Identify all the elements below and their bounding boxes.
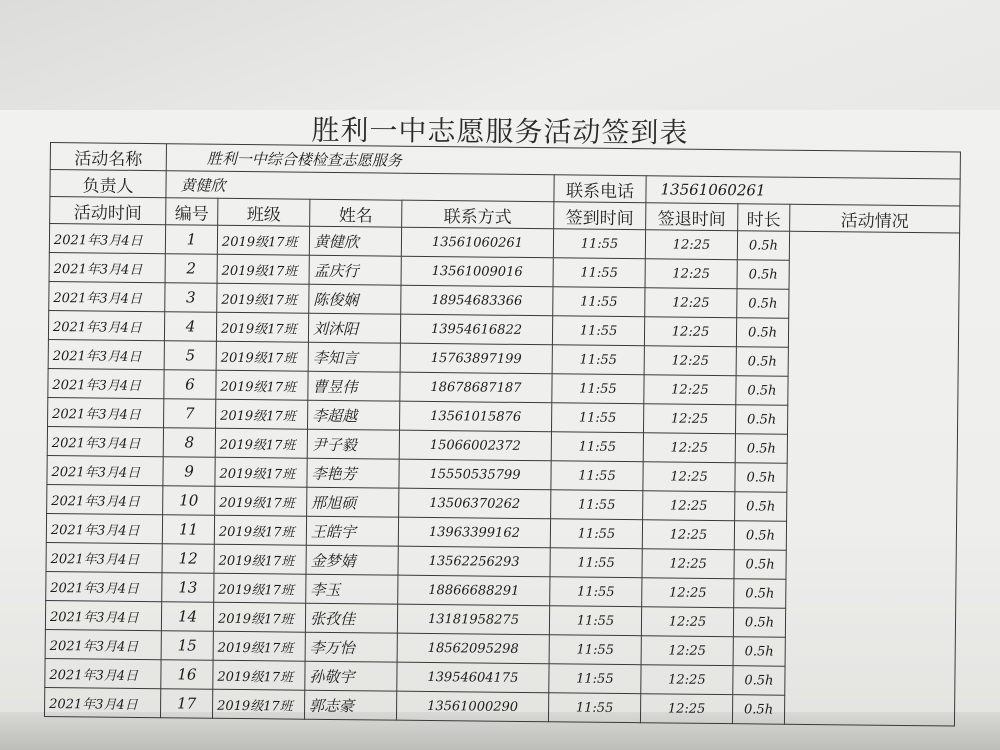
- cell-sign-in-time: 11:55: [549, 635, 641, 665]
- cell-phone: 13561009016: [401, 256, 553, 287]
- cell-phone: 18954683366: [401, 285, 553, 316]
- cell-date: 2021年3月4日: [49, 281, 165, 311]
- phone-label: 联系电话: [554, 175, 646, 203]
- cell-number: 9: [163, 457, 215, 487]
- cell-date: 2021年3月4日: [44, 687, 160, 717]
- cell-number: 1: [165, 225, 217, 255]
- cell-name: 李艳芳: [307, 458, 399, 488]
- cell-duration: 0.5h: [736, 376, 788, 406]
- cell-name: 李知言: [308, 342, 400, 372]
- cell-sign-out-time: 12:25: [641, 665, 733, 695]
- cell-date: 2021年3月4日: [48, 310, 164, 340]
- cell-sign-out-time: 12:25: [645, 259, 737, 289]
- phone-value: 13561060261: [646, 176, 960, 206]
- cell-class: 2019级17班: [213, 631, 305, 661]
- cell-date: 2021年3月4日: [45, 600, 161, 630]
- cell-number: 12: [162, 544, 214, 574]
- cell-phone: 15763897199: [400, 343, 552, 374]
- cell-duration: 0.5h: [737, 231, 789, 261]
- cell-duration: 0.5h: [737, 289, 789, 319]
- cell-name: 尹子毅: [307, 429, 399, 459]
- col-header-contact: 联系方式: [402, 200, 554, 229]
- cell-sign-in-time: 11:55: [553, 258, 645, 288]
- cell-phone: 18678687187: [400, 372, 552, 403]
- cell-sign-out-time: 12:25: [643, 404, 735, 434]
- cell-duration: 0.5h: [735, 434, 787, 464]
- cell-name: 孟庆行: [309, 255, 401, 285]
- cell-sign-in-time: 11:55: [548, 693, 640, 723]
- cell-sign-out-time: 12:25: [640, 694, 732, 724]
- cell-phone: 18866688291: [398, 575, 550, 606]
- cell-name: 邢旭硕: [307, 487, 399, 517]
- cell-phone: 15066002372: [399, 430, 551, 461]
- cell-number: 15: [161, 631, 213, 661]
- cell-phone: 13963399162: [398, 517, 550, 548]
- cell-phone: 13181958275: [397, 604, 549, 635]
- cell-duration: 0.5h: [737, 260, 789, 290]
- cell-sign-out-time: 12:25: [645, 288, 737, 318]
- cell-number: 5: [164, 341, 216, 371]
- cell-sign-in-time: 11:55: [550, 548, 642, 578]
- cell-phone: 13561015876: [400, 401, 552, 432]
- cell-date: 2021年3月4日: [45, 629, 161, 659]
- col-header-sign-out-time: 签退时间: [646, 203, 738, 231]
- col-header-duration: 时长: [738, 204, 790, 232]
- cell-date: 2021年3月4日: [46, 571, 162, 601]
- cell-sign-out-time: 12:25: [645, 230, 737, 260]
- cell-number: 17: [160, 689, 212, 719]
- cell-class: 2019级17班: [216, 341, 308, 371]
- cell-sign-in-time: 11:55: [551, 403, 643, 433]
- cell-number: 10: [163, 486, 215, 516]
- cell-duration: 0.5h: [733, 666, 785, 696]
- paper-top-shade: [0, 0, 1000, 110]
- activity-name-label: 活动名称: [50, 143, 166, 171]
- cell-phone: 13561060261: [401, 227, 553, 258]
- cell-date: 2021年3月4日: [49, 252, 165, 282]
- cell-class: 2019级17班: [216, 312, 308, 342]
- cell-sign-out-time: 12:25: [641, 607, 733, 637]
- cell-class: 2019级17班: [214, 573, 306, 603]
- cell-duration: 0.5h: [735, 492, 787, 522]
- cell-date: 2021年3月4日: [49, 224, 165, 254]
- cell-sign-in-time: 11:55: [550, 519, 642, 549]
- activity-name-value: 胜利一中综合楼检查志愿服务: [166, 144, 960, 179]
- cell-sign-in-time: 11:55: [551, 432, 643, 462]
- cell-class: 2019级17班: [214, 515, 306, 545]
- cell-duration: 0.5h: [734, 521, 786, 551]
- cell-phone: 18562095298: [397, 633, 549, 664]
- cell-phone: 13954604175: [397, 662, 549, 693]
- cell-name: 金梦婧: [306, 545, 398, 575]
- cell-number: 16: [161, 660, 213, 690]
- cell-phone: 13506370262: [399, 488, 551, 519]
- cell-number: 7: [164, 399, 216, 429]
- cell-sign-out-time: 12:25: [644, 375, 736, 405]
- cell-phone: 13954616822: [400, 314, 552, 345]
- cell-name: 黄健欣: [309, 226, 401, 256]
- cell-duration: 0.5h: [735, 405, 787, 435]
- cell-number: 2: [165, 254, 217, 284]
- cell-class: 2019级17班: [217, 225, 309, 255]
- cell-sign-in-time: 11:55: [553, 229, 645, 259]
- cell-class: 2019级17班: [217, 254, 309, 284]
- cell-phone: 13561000290: [396, 691, 548, 722]
- cell-name: 刘沐阳: [308, 313, 400, 343]
- col-header-class: 班级: [218, 198, 310, 226]
- cell-sign-out-time: 12:25: [643, 433, 735, 463]
- cell-phone: 15550535799: [399, 459, 551, 490]
- cell-sign-in-time: 11:55: [550, 577, 642, 607]
- cell-date: 2021年3月4日: [46, 513, 162, 543]
- cell-class: 2019级17班: [213, 602, 305, 632]
- cell-name: 曹昱伟: [308, 371, 400, 401]
- cell-number: 4: [164, 312, 216, 342]
- cell-sign-out-time: 12:25: [642, 520, 734, 550]
- cell-sign-in-time: 11:55: [552, 374, 644, 404]
- leader-label: 负责人: [50, 170, 166, 198]
- cell-sign-in-time: 11:55: [549, 606, 641, 636]
- cell-name: 张孜佳: [305, 603, 397, 633]
- cell-class: 2019级17班: [215, 457, 307, 487]
- cell-sign-in-time: 11:55: [549, 664, 641, 694]
- cell-sign-out-time: 12:25: [642, 549, 734, 579]
- cell-number: 14: [161, 602, 213, 632]
- cell-class: 2019级17班: [215, 486, 307, 516]
- cell-duration: 0.5h: [735, 463, 787, 493]
- cell-sign-out-time: 12:25: [644, 346, 736, 376]
- activity-status-cell: [784, 231, 959, 726]
- cell-name: 郭志豪: [304, 690, 396, 720]
- cell-number: 3: [165, 283, 217, 313]
- sign-in-table: [44, 142, 961, 727]
- cell-class: 2019级17班: [215, 428, 307, 458]
- cell-duration: 0.5h: [733, 608, 785, 638]
- cell-sign-out-time: 12:25: [642, 578, 734, 608]
- cell-name: 李超越: [308, 400, 400, 430]
- cell-date: 2021年3月4日: [47, 426, 163, 456]
- cell-name: 孙敬宇: [305, 661, 397, 691]
- cell-number: 6: [164, 370, 216, 400]
- cell-number: 8: [163, 428, 215, 458]
- col-header-number: 编号: [166, 198, 218, 226]
- cell-date: 2021年3月4日: [46, 542, 162, 572]
- cell-number: 11: [162, 515, 214, 545]
- cell-name: 李万怡: [305, 632, 397, 662]
- cell-date: 2021年3月4日: [48, 339, 164, 369]
- cell-sign-in-time: 11:55: [551, 461, 643, 491]
- cell-duration: 0.5h: [732, 695, 784, 725]
- sign-in-sheet: [44, 142, 961, 727]
- leader-value: 黄健欣: [166, 171, 554, 202]
- cell-class: 2019级17班: [214, 544, 306, 574]
- cell-class: 2019级17班: [212, 689, 304, 719]
- cell-class: 2019级17班: [217, 283, 309, 313]
- cell-name: 李玉: [306, 574, 398, 604]
- cell-date: 2021年3月4日: [47, 484, 163, 514]
- cell-sign-in-time: 11:55: [553, 287, 645, 317]
- cell-number: 13: [162, 573, 214, 603]
- cell-sign-in-time: 11:55: [552, 316, 644, 346]
- col-header-name: 姓名: [310, 199, 402, 227]
- cell-date: 2021年3月4日: [48, 368, 164, 398]
- col-header-sign-in-time: 签到时间: [554, 202, 646, 230]
- cell-duration: 0.5h: [736, 347, 788, 377]
- cell-sign-out-time: 12:25: [643, 462, 735, 492]
- col-header-date: 活动时间: [50, 197, 166, 225]
- cell-sign-out-time: 12:25: [644, 317, 736, 347]
- cell-class: 2019级17班: [216, 370, 308, 400]
- cell-class: 2019级17班: [216, 399, 308, 429]
- cell-duration: 0.5h: [733, 637, 785, 667]
- cell-name: 陈俊娴: [309, 284, 401, 314]
- cell-duration: 0.5h: [734, 579, 786, 609]
- cell-phone: 13562256293: [398, 546, 550, 577]
- form-title: 胜利一中志愿服务活动签到表: [311, 113, 689, 150]
- col-header-activity-status: 活动情况: [790, 204, 960, 233]
- cell-duration: 0.5h: [734, 550, 786, 580]
- cell-date: 2021年3月4日: [45, 658, 161, 688]
- cell-class: 2019级17班: [213, 660, 305, 690]
- cell-sign-out-time: 12:25: [641, 636, 733, 666]
- cell-duration: 0.5h: [736, 318, 788, 348]
- cell-sign-in-time: 11:55: [552, 345, 644, 375]
- cell-sign-in-time: 11:55: [551, 490, 643, 520]
- cell-sign-out-time: 12:25: [643, 491, 735, 521]
- cell-name: 王皓宇: [306, 516, 398, 546]
- cell-date: 2021年3月4日: [47, 455, 163, 485]
- cell-date: 2021年3月4日: [48, 397, 164, 427]
